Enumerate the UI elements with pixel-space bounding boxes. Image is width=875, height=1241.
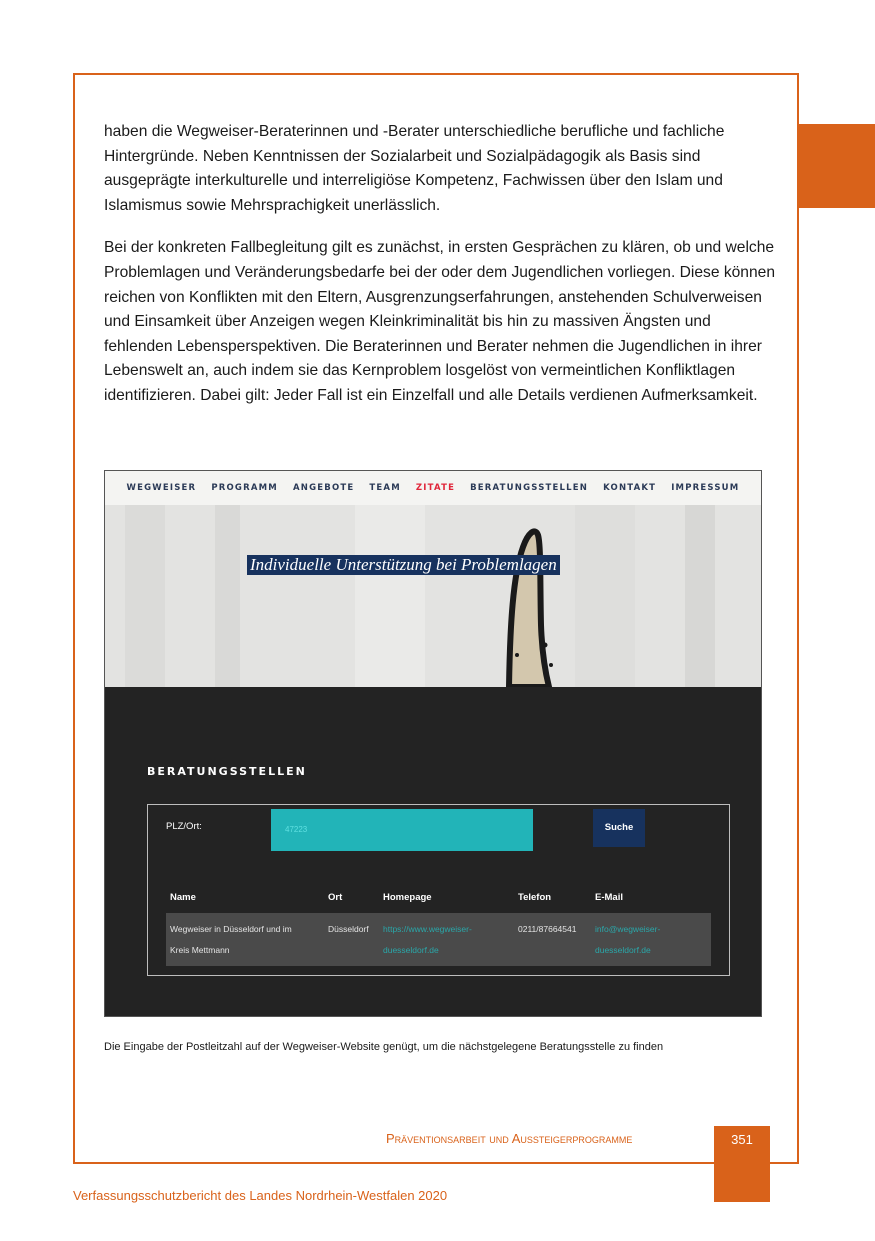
chapter-side-tab	[799, 124, 875, 208]
cell-telefon: 0211/87664541	[518, 924, 577, 934]
page-number-box	[714, 1126, 770, 1202]
cell-homepage-line1[interactable]: https://www.wegweiser-	[383, 924, 472, 934]
plz-input[interactable]: 47223	[271, 809, 533, 851]
paragraph-2: Bei der konkreten Fallbegleitung gilt es zunächst, in ersten Gesprächen zu klären, ob und welche Problemlagen und Veränderungsbedarfe bei der oder dem Jugendlichen vorliegen. Diese können reichen von Konflikten mit den Eltern, Ausgrenzungserfahrungen, anstehenden Schulverweisen und Einsamkeit über Anzeigen wegen Kleinkriminalität bis hin zu massiven Ängsten und fehlenden Lebensperspektiven. Die Beraterinnen und Berater nehmen die Jugendlichen in ihrer Lebenswelt an, auch indem sie das Kernproblem losgelöst von vermeintlichen Konfliktlagen identifizieren. Dabei gilt: Jeder Fall ist ein Einzelfall und alle Details verdienen Aufmerksamkeit.	[104, 239, 775, 404]
site-nav	[105, 471, 761, 505]
paragraph-1: haben die Wegweiser-Beraterinnen und -Berater unterschiedliche berufliche und fachliche Hintergründe. Neben Kenntnissen der Sozialarbeit und Sozialpädagogik als Basis sind ausgeprägte interkulturelle und interreligiöse Kompetenz, Fachwissen über den Islam und Islamismus sowie Mehrsprachigkeit unerlässlich.	[104, 123, 725, 214]
website-screenshot	[104, 470, 762, 1017]
nav-item-team[interactable]: TEAM	[369, 483, 401, 493]
chapter-title: Präventionsarbeit und Aussteigerprogramme	[386, 1131, 633, 1146]
page-number: 351	[731, 1132, 753, 1147]
hero-texture	[105, 505, 761, 687]
report-title: Verfassungsschutzbericht des Landes Nordrhein-Westfalen 2020	[73, 1188, 448, 1203]
figure-caption: Die Eingabe der Postleitzahl auf der Wegweiser-Website genügt, um die nächstgelegene Beratungsstelle zu finden	[104, 1041, 664, 1053]
nav-item-beratungsstellen[interactable]: BERATUNGSSTELLEN	[470, 483, 589, 493]
plz-label: PLZ/Ort:	[166, 821, 202, 832]
cell-email-line1[interactable]: info@wegweiser-	[595, 924, 661, 934]
table-row	[166, 913, 711, 966]
nav-item-zitate[interactable]: ZITATE	[415, 483, 456, 493]
nav-item-angebote[interactable]: ANGEBOTE	[292, 483, 355, 493]
body-text	[104, 120, 776, 427]
cell-ort: Düsseldorf	[328, 924, 369, 934]
cell-name-line2: Kreis Mettmann	[170, 945, 230, 955]
column-header-email: E-Mail	[595, 892, 623, 903]
column-header-ort: Ort	[328, 892, 343, 903]
nav-item-kontakt[interactable]: KONTAKT	[603, 483, 657, 493]
nav-item-wegweiser[interactable]: WEGWEISER	[126, 483, 197, 493]
cell-homepage-line2[interactable]: duesseldorf.de	[383, 945, 439, 955]
nav-item-impressum[interactable]: IMPRESSUM	[671, 483, 740, 493]
search-section	[105, 687, 761, 1017]
hero-title: Individuelle Unterstützung bei Problemlagen	[247, 555, 560, 575]
nav-item-programm[interactable]: PROGRAMM	[211, 483, 278, 493]
search-form	[147, 804, 730, 976]
hero-banner	[105, 505, 761, 687]
cell-name-line1: Wegweiser in Düsseldorf und im	[170, 924, 292, 934]
column-header-name: Name	[170, 892, 196, 903]
section-title: BERATUNGSSTELLEN	[147, 765, 307, 778]
column-header-homepage: Homepage	[383, 892, 432, 903]
cell-email-line2[interactable]: duesseldorf.de	[595, 945, 651, 955]
column-header-telefon: Telefon	[518, 892, 552, 903]
search-button[interactable]: Suche	[593, 809, 645, 847]
